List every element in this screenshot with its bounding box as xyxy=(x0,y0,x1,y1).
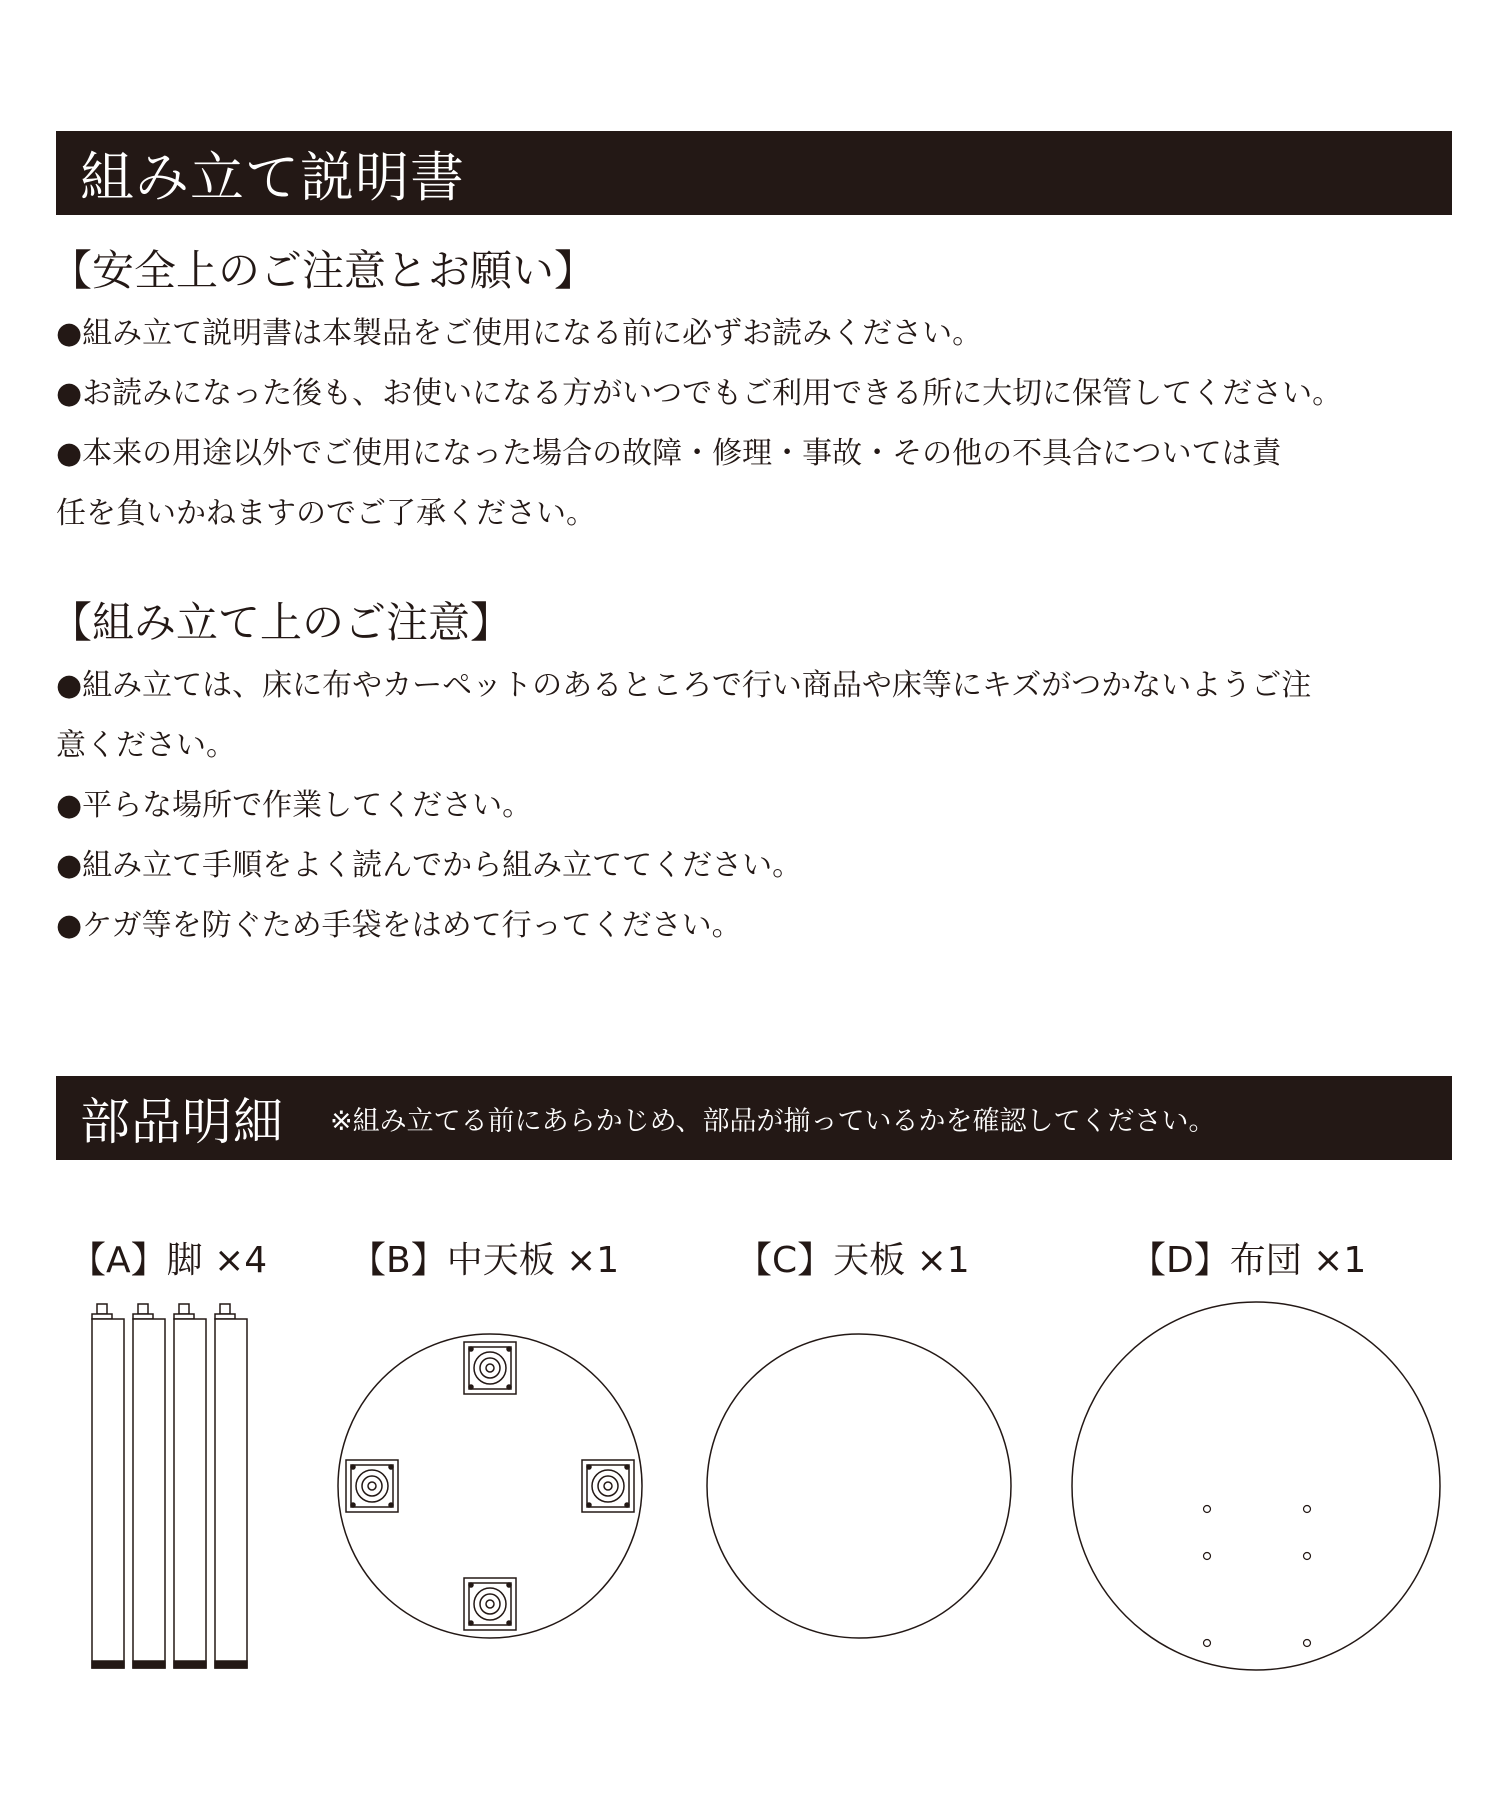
safety-line-1: ●組み立て説明書は本製品をご使用になる前に必ずお読みください。 xyxy=(56,316,983,351)
safety-line-4: 任を負いかねますのでご了承ください。 xyxy=(56,496,596,531)
tabletop-icon xyxy=(707,1334,1011,1638)
page-title: 組み立て説明書 xyxy=(80,145,465,209)
mount-plate-right xyxy=(582,1460,634,1512)
part-label-c: 【C】天板 ×1 xyxy=(736,1240,970,1281)
leg-4 xyxy=(215,1304,247,1668)
futon-icon xyxy=(1072,1302,1440,1670)
leg-2 xyxy=(133,1304,165,1668)
assembly-line-5: ●ケガ等を防ぐため手袋をはめて行ってください。 xyxy=(56,908,742,943)
mount-plate-left xyxy=(346,1460,398,1512)
leg-icon xyxy=(92,1304,247,1668)
part-label-a: 【A】脚 ×4 xyxy=(70,1240,268,1281)
safety-line-2: ●お読みになった後も、お使いになる方がいつでもご利用できる所に大切に保管してください。 xyxy=(56,376,1343,411)
assembly-line-4: ●組み立て手順をよく読んでから組み立ててください。 xyxy=(56,848,803,883)
part-label-d: 【D】布団 ×1 xyxy=(1130,1240,1367,1281)
mount-plate-top xyxy=(464,1342,516,1394)
assembly-heading: 【組み立て上のご注意】 xyxy=(50,598,513,647)
mount-plate-bottom xyxy=(464,1578,516,1630)
safety-heading: 【安全上のご注意とお願い】 xyxy=(50,246,597,295)
parts-note: ※組み立てる前にあらかじめ、部品が揃っているかを確認してください。 xyxy=(330,1105,1216,1137)
middle-board-icon xyxy=(338,1334,642,1638)
assembly-line-3: ●平らな場所で作業してください。 xyxy=(56,788,533,823)
parts-title: 部品明細 xyxy=(80,1093,284,1151)
assembly-line-1: ●組み立ては、床に布やカーペットのあるところで行い商品や床等にキズがつかないようご注 xyxy=(56,668,1312,703)
leg-3 xyxy=(174,1304,206,1668)
part-label-b: 【B】中天板 ×1 xyxy=(350,1240,620,1281)
assembly-line-2: 意ください。 xyxy=(56,728,236,763)
leg-1 xyxy=(92,1304,124,1668)
safety-line-3: ●本来の用途以外でご使用になった場合の故障・修理・事故・その他の不具合については責 xyxy=(56,436,1282,471)
